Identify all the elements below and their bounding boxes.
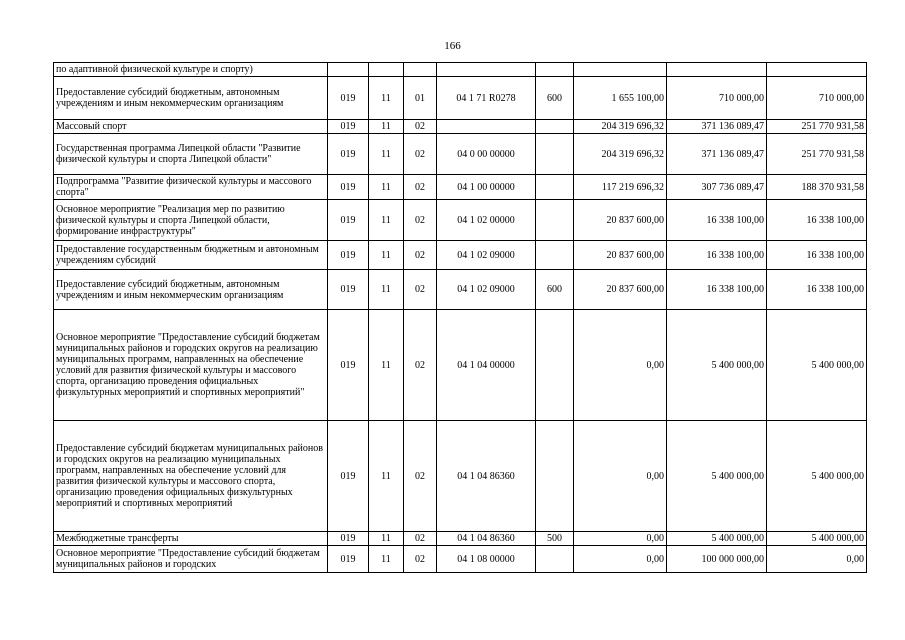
cell-expense-type	[536, 120, 574, 134]
cell-name: Основное мероприятие "Предоставление субсидий бюджетам муниципальных районов и городских	[54, 546, 328, 573]
table-row	[54, 63, 867, 77]
cell-amount-year1: 20 837 600,00	[574, 241, 667, 270]
cell-target-article: 04 0 00 00000	[437, 134, 536, 175]
cell-amount-year1: 20 837 600,00	[574, 270, 667, 310]
cell-target-article: 04 1 08 00000	[437, 546, 536, 573]
cell-vedomstvo: 019	[328, 134, 369, 175]
cell-amount-year3	[767, 63, 867, 77]
table-row	[54, 120, 867, 134]
cell-amount-year3: 16 338 100,00	[767, 241, 867, 270]
cell-amount-year1	[574, 63, 667, 77]
cell-name: по адаптивной физической культуре и спорту)	[54, 63, 328, 77]
cell-name: Предоставление субсидий бюджетным, автономным учреждениям и иным некоммерческим организациям	[54, 270, 328, 310]
cell-amount-year1: 117 219 696,32	[574, 175, 667, 200]
cell-target-article: 04 1 04 86360	[437, 421, 536, 532]
cell-amount-year1: 0,00	[574, 546, 667, 573]
cell-expense-type	[536, 175, 574, 200]
table-row	[54, 270, 867, 310]
cell-amount-year3: 5 400 000,00	[767, 532, 867, 546]
cell-name: Предоставление субсидий бюджетным, автономным учреждениям и иным некоммерческим организациям	[54, 77, 328, 120]
cell-vedomstvo: 019	[328, 241, 369, 270]
cell-razdel: 11	[369, 200, 404, 241]
cell-podrazdel: 01	[404, 77, 437, 120]
cell-razdel: 11	[369, 77, 404, 120]
cell-podrazdel: 02	[404, 134, 437, 175]
cell-name: Предоставление государственным бюджетным и автономным учреждениям субсидий	[54, 241, 328, 270]
cell-amount-year2: 5 400 000,00	[667, 532, 767, 546]
cell-amount-year2: 710 000,00	[667, 77, 767, 120]
cell-name: Государственная программа Липецкой области "Развитие физической культуры и спорта Липецкой области"	[54, 134, 328, 175]
table-row	[54, 200, 867, 241]
cell-target-article: 04 1 00 00000	[437, 175, 536, 200]
cell-razdel	[369, 63, 404, 77]
cell-target-article: 04 1 71 R0278	[437, 77, 536, 120]
cell-amount-year2: 5 400 000,00	[667, 421, 767, 532]
cell-podrazdel: 02	[404, 241, 437, 270]
cell-expense-type	[536, 200, 574, 241]
cell-amount-year2: 371 136 089,47	[667, 120, 767, 134]
cell-razdel: 11	[369, 120, 404, 134]
cell-amount-year3: 710 000,00	[767, 77, 867, 120]
cell-name: Межбюджетные трансферты	[54, 532, 328, 546]
cell-vedomstvo: 019	[328, 270, 369, 310]
cell-podrazdel	[404, 63, 437, 77]
cell-name: Предоставление субсидий бюджетам муниципальных районов и городских округов на реализацию муниципальных программ, направленных на обеспечение условий для развития физической культуры и массового спорта, организацию проведения официальных физкультурных мероприятий и спортивных мероприятий	[54, 421, 328, 532]
cell-podrazdel: 02	[404, 270, 437, 310]
cell-amount-year2: 5 400 000,00	[667, 310, 767, 421]
cell-amount-year1: 204 319 696,32	[574, 120, 667, 134]
cell-target-article: 04 1 02 09000	[437, 241, 536, 270]
table-row	[54, 532, 867, 546]
cell-amount-year3: 16 338 100,00	[767, 200, 867, 241]
cell-target-article: 04 1 04 86360	[437, 532, 536, 546]
cell-vedomstvo: 019	[328, 310, 369, 421]
cell-name: Массовый спорт	[54, 120, 328, 134]
cell-expense-type	[536, 421, 574, 532]
cell-podrazdel: 02	[404, 310, 437, 421]
cell-amount-year2	[667, 63, 767, 77]
cell-expense-type	[536, 241, 574, 270]
cell-podrazdel: 02	[404, 532, 437, 546]
table-row	[54, 241, 867, 270]
table-row	[54, 546, 867, 573]
cell-razdel: 11	[369, 546, 404, 573]
cell-amount-year2: 16 338 100,00	[667, 200, 767, 241]
budget-table	[53, 62, 867, 573]
cell-amount-year3: 188 370 931,58	[767, 175, 867, 200]
cell-amount-year1: 204 319 696,32	[574, 134, 667, 175]
cell-target-article	[437, 63, 536, 77]
cell-name: Основное мероприятие "Предоставление субсидий бюджетам муниципальных районов и городских округов на реализацию муниципальных программ, направленных на обеспечение условий для развития физической культуры и массового спорта, организацию проведения официальных физкультурных мероприятий и спортивных мероприятий"	[54, 310, 328, 421]
cell-vedomstvo: 019	[328, 175, 369, 200]
cell-razdel: 11	[369, 421, 404, 532]
cell-expense-type: 500	[536, 532, 574, 546]
cell-amount-year3: 5 400 000,00	[767, 421, 867, 532]
table-row	[54, 175, 867, 200]
cell-vedomstvo: 019	[328, 120, 369, 134]
cell-amount-year1: 1 655 100,00	[574, 77, 667, 120]
cell-target-article: 04 1 04 00000	[437, 310, 536, 421]
cell-expense-type	[536, 310, 574, 421]
cell-amount-year2: 100 000 000,00	[667, 546, 767, 573]
cell-expense-type	[536, 546, 574, 573]
budget-table-body	[54, 63, 867, 573]
cell-amount-year3: 251 770 931,58	[767, 120, 867, 134]
cell-amount-year3: 0,00	[767, 546, 867, 573]
cell-vedomstvo: 019	[328, 532, 369, 546]
cell-razdel: 11	[369, 270, 404, 310]
cell-podrazdel: 02	[404, 120, 437, 134]
cell-amount-year1: 0,00	[574, 532, 667, 546]
cell-vedomstvo: 019	[328, 200, 369, 241]
cell-expense-type: 600	[536, 77, 574, 120]
cell-podrazdel: 02	[404, 200, 437, 241]
cell-amount-year2: 16 338 100,00	[667, 270, 767, 310]
cell-name: Основное мероприятие "Реализация мер по развитию физической культуры и спорта Липецкой области, формирование инфраструктуры"	[54, 200, 328, 241]
cell-amount-year3: 251 770 931,58	[767, 134, 867, 175]
cell-razdel: 11	[369, 134, 404, 175]
cell-amount-year2: 371 136 089,47	[667, 134, 767, 175]
cell-expense-type	[536, 134, 574, 175]
cell-target-article: 04 1 02 09000	[437, 270, 536, 310]
cell-amount-year1: 20 837 600,00	[574, 200, 667, 241]
cell-vedomstvo: 019	[328, 546, 369, 573]
cell-vedomstvo: 019	[328, 77, 369, 120]
cell-razdel: 11	[369, 532, 404, 546]
cell-vedomstvo	[328, 63, 369, 77]
cell-amount-year2: 307 736 089,47	[667, 175, 767, 200]
cell-expense-type	[536, 63, 574, 77]
cell-amount-year1: 0,00	[574, 421, 667, 532]
table-row	[54, 77, 867, 120]
table-row	[54, 310, 867, 421]
page-number: 166	[444, 40, 461, 52]
cell-razdel: 11	[369, 241, 404, 270]
cell-name: Подпрограмма "Развитие физической культуры и массового спорта"	[54, 175, 328, 200]
cell-amount-year2: 16 338 100,00	[667, 241, 767, 270]
table-row	[54, 134, 867, 175]
cell-target-article	[437, 120, 536, 134]
cell-razdel: 11	[369, 175, 404, 200]
cell-podrazdel: 02	[404, 175, 437, 200]
table-row	[54, 421, 867, 532]
cell-podrazdel: 02	[404, 546, 437, 573]
cell-razdel: 11	[369, 310, 404, 421]
cell-amount-year3: 16 338 100,00	[767, 270, 867, 310]
cell-expense-type: 600	[536, 270, 574, 310]
cell-podrazdel: 02	[404, 421, 437, 532]
cell-amount-year3: 5 400 000,00	[767, 310, 867, 421]
cell-target-article: 04 1 02 00000	[437, 200, 536, 241]
cell-vedomstvo: 019	[328, 421, 369, 532]
cell-amount-year1: 0,00	[574, 310, 667, 421]
